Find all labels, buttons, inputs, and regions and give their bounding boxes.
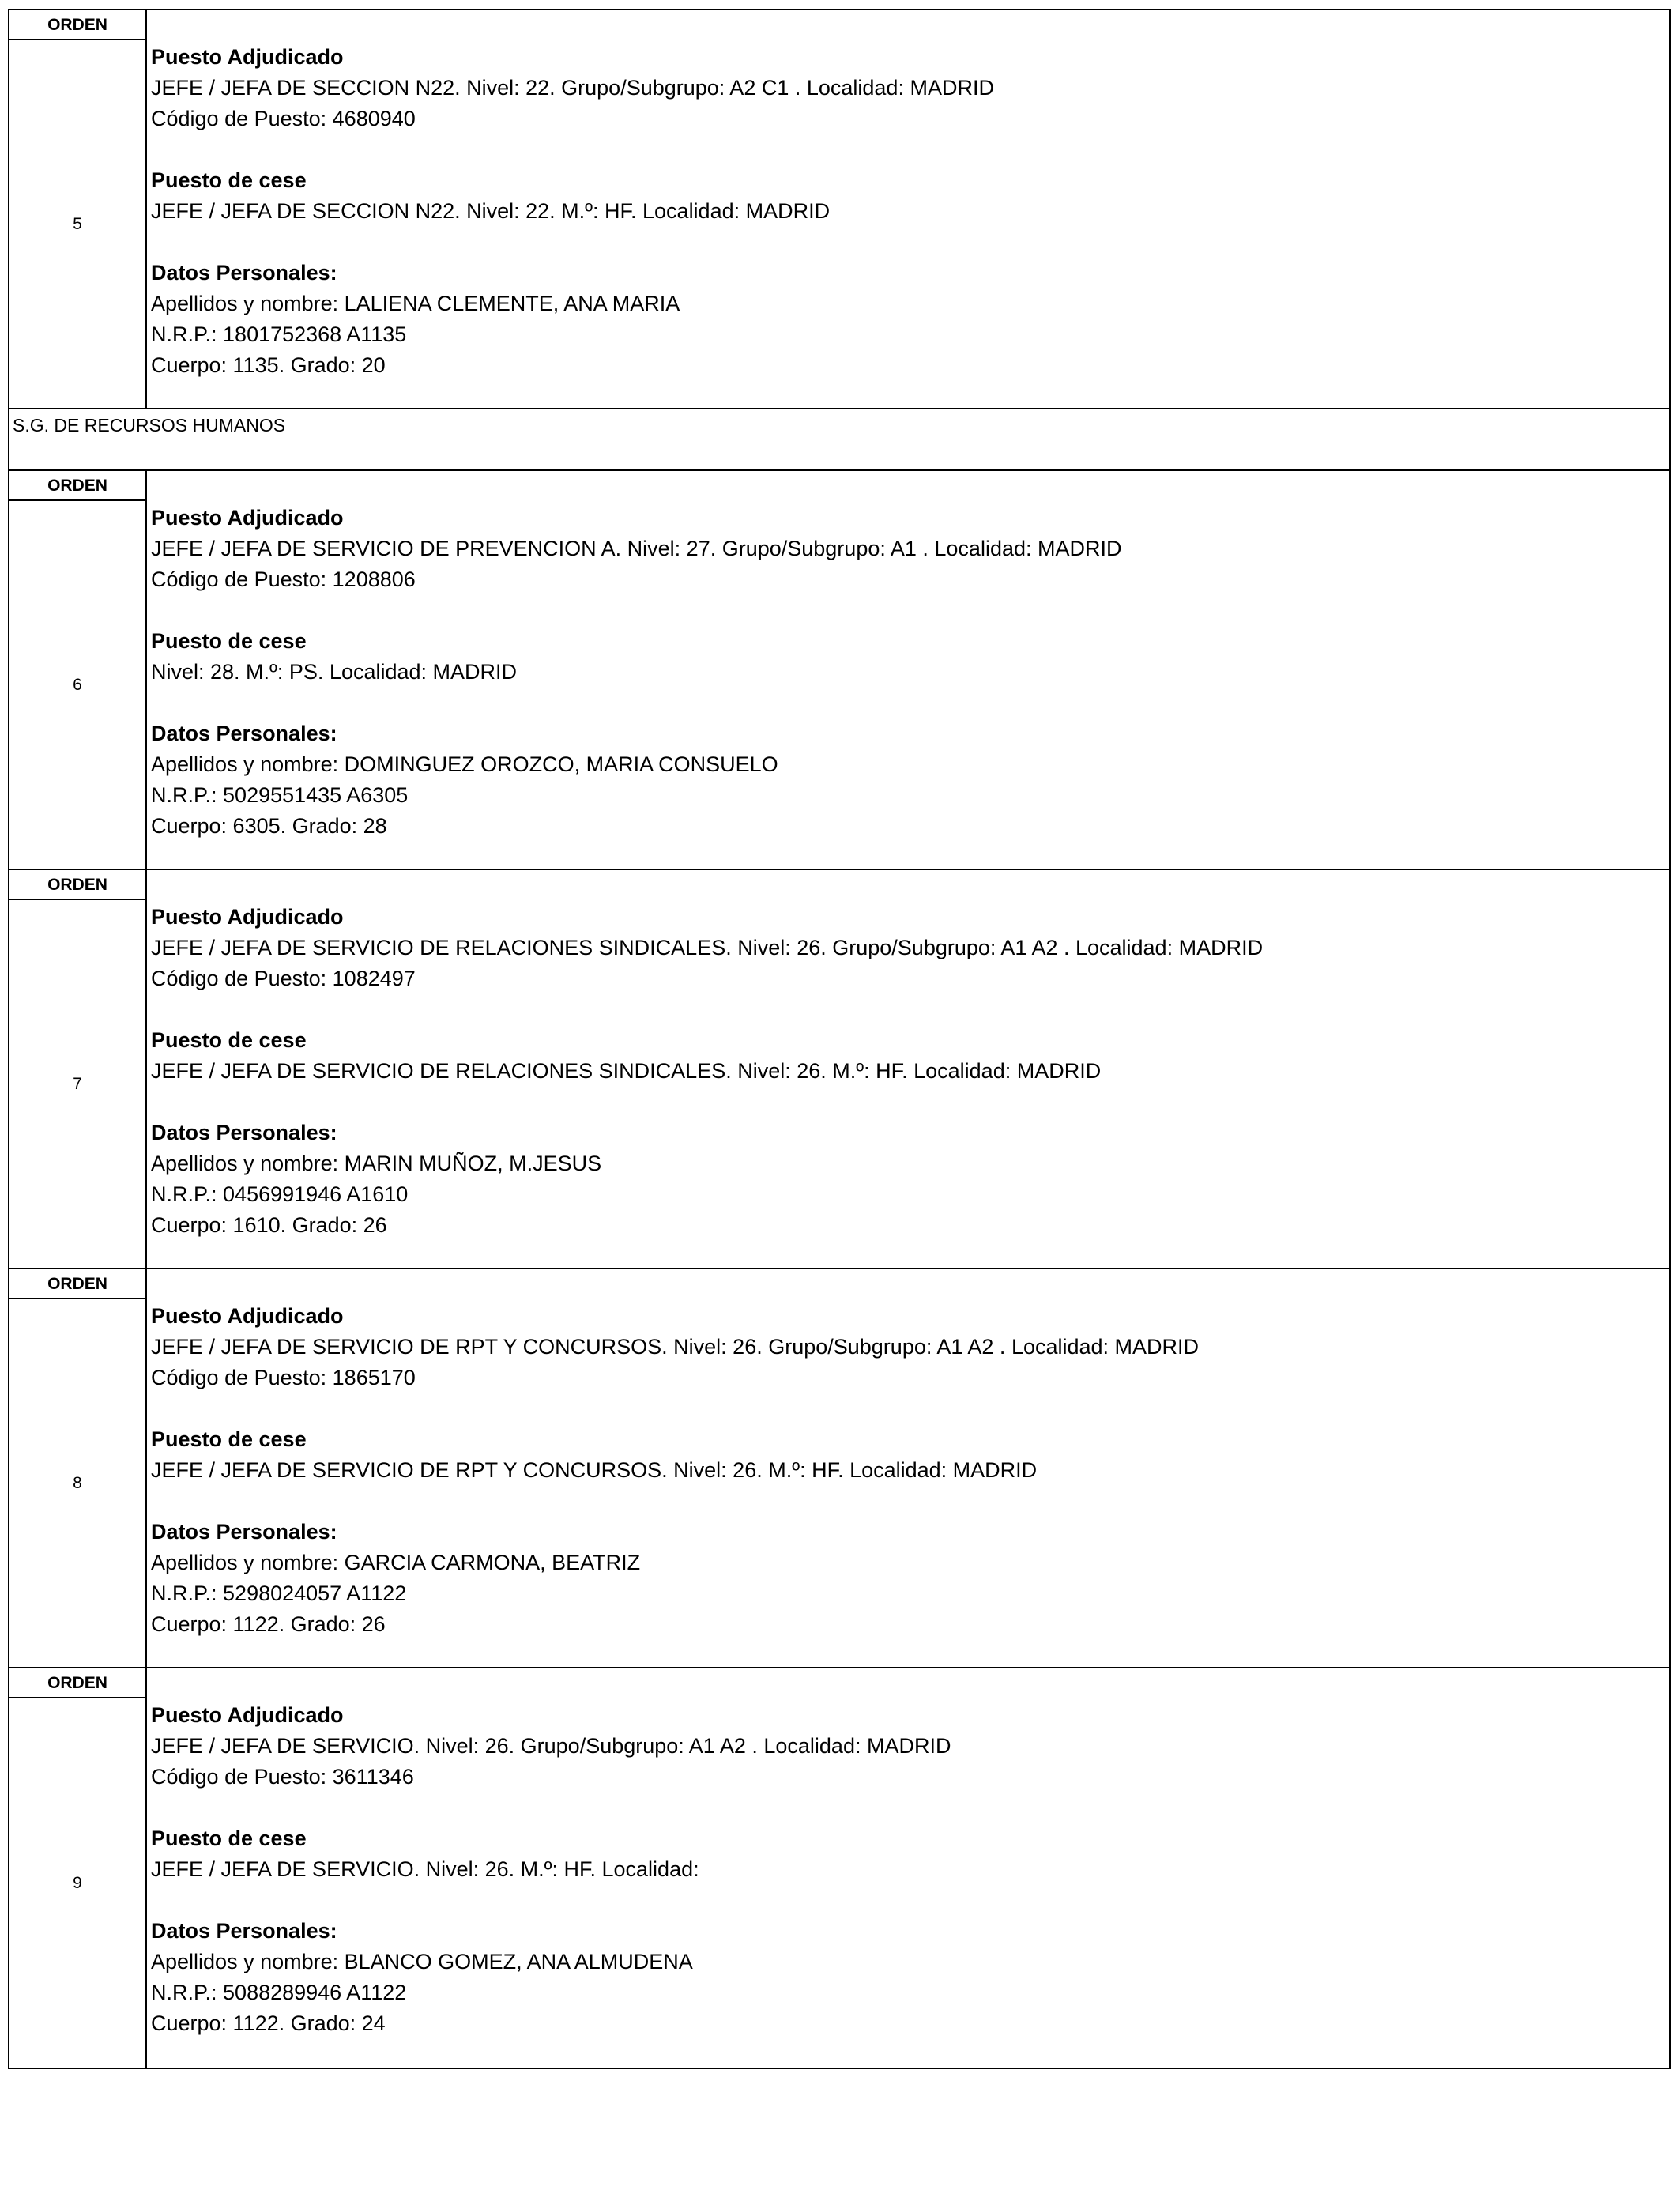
entry-details [151, 1301, 1653, 1640]
spacer [151, 994, 1653, 1025]
orden-column [9, 1668, 147, 2068]
orden-label: ORDEN [9, 471, 145, 501]
orden-column [9, 471, 147, 869]
spacer [151, 1393, 1653, 1424]
assignment-table [8, 9, 1671, 2069]
entry-row [9, 870, 1669, 1269]
spacer [151, 1486, 1653, 1517]
adjudicado-line: JEFE / JEFA DE SERVICIO. Nivel: 26. Grupo/Subgrupo: A1 A2 . Localidad: MADRID [151, 1734, 951, 1758]
cese-heading: Puesto de cese [151, 1826, 307, 1850]
entry-details [151, 1700, 1653, 2039]
entry-row [9, 471, 1669, 870]
orden-label: ORDEN [9, 1668, 145, 1698]
spacer [151, 688, 1653, 718]
codigo-puesto: Código de Puesto: 3611346 [151, 1765, 414, 1789]
nombre-line: Apellidos y nombre: BLANCO GOMEZ, ANA ALMUDENA [151, 1950, 693, 1973]
personales-heading: Datos Personales: [151, 1919, 337, 1943]
spacer [151, 1087, 1653, 1118]
nrp-line: N.R.P.: 5029551435 A6305 [151, 783, 409, 807]
cese-heading: Puesto de cese [151, 168, 307, 192]
codigo-puesto: Código de Puesto: 4680940 [151, 107, 416, 130]
orden-label: ORDEN [9, 870, 145, 900]
cese-heading: Puesto de cese [151, 1427, 307, 1451]
orden-number: 6 [73, 675, 82, 694]
orden-column [9, 10, 147, 408]
entry-row [9, 1269, 1669, 1668]
spacer [151, 1793, 1653, 1823]
nombre-line: Apellidos y nombre: GARCIA CARMONA, BEATRIZ [151, 1551, 641, 1574]
spacer [151, 134, 1653, 165]
nrp-line: N.R.P.: 5088289946 A1122 [151, 1981, 407, 2004]
cuerpo-line: Cuerpo: 1135. Grado: 20 [151, 353, 386, 377]
orden-number: 8 [73, 1473, 82, 1492]
cese-line: JEFE / JEFA DE SERVICIO DE RPT Y CONCURSOS. Nivel: 26. M.º: HF. Localidad: MADRID [151, 1458, 1038, 1482]
spacer [151, 595, 1653, 626]
entry-details [151, 503, 1653, 842]
adjudicado-heading: Puesto Adjudicado [151, 1703, 344, 1727]
entry-details [151, 902, 1653, 1241]
adjudicado-line: JEFE / JEFA DE SECCION N22. Nivel: 22. Grupo/Subgrupo: A2 C1 . Localidad: MADRID [151, 76, 994, 100]
cuerpo-line: Cuerpo: 1610. Grado: 26 [151, 1213, 387, 1237]
spacer [151, 1885, 1653, 1916]
nrp-line: N.R.P.: 1801752368 A1135 [151, 322, 407, 346]
cuerpo-line: Cuerpo: 1122. Grado: 26 [151, 1612, 386, 1636]
cuerpo-line: Cuerpo: 1122. Grado: 24 [151, 2011, 386, 2035]
cese-line: JEFE / JEFA DE SERVICIO DE RELACIONES SINDICALES. Nivel: 26. M.º: HF. Localidad: MADRID [151, 1059, 1102, 1083]
orden-column [9, 870, 147, 1268]
codigo-puesto: Código de Puesto: 1208806 [151, 567, 416, 591]
adjudicado-heading: Puesto Adjudicado [151, 506, 344, 530]
adjudicado-heading: Puesto Adjudicado [151, 905, 344, 929]
spacer [151, 227, 1653, 258]
nrp-line: N.R.P.: 5298024057 A1122 [151, 1581, 407, 1605]
orden-number: 9 [73, 1873, 82, 1892]
personales-heading: Datos Personales: [151, 1121, 337, 1144]
section-header: S.G. DE RECURSOS HUMANOS [9, 409, 1669, 471]
entry-row [9, 10, 1669, 409]
nrp-line: N.R.P.: 0456991946 A1610 [151, 1182, 409, 1206]
cese-line: JEFE / JEFA DE SECCION N22. Nivel: 22. M.º: HF. Localidad: MADRID [151, 199, 831, 223]
orden-number: 7 [73, 1074, 82, 1093]
codigo-puesto: Código de Puesto: 1082497 [151, 967, 416, 990]
nombre-line: Apellidos y nombre: MARIN MUÑOZ, M.JESUS [151, 1152, 602, 1175]
personales-heading: Datos Personales: [151, 1520, 337, 1544]
entry-details [151, 42, 1653, 381]
cuerpo-line: Cuerpo: 6305. Grado: 28 [151, 814, 387, 838]
codigo-puesto: Código de Puesto: 1865170 [151, 1366, 416, 1389]
adjudicado-line: JEFE / JEFA DE SERVICIO DE RPT Y CONCURSOS. Nivel: 26. Grupo/Subgrupo: A1 A2 . Localidad: MADRID [151, 1335, 1200, 1359]
adjudicado-heading: Puesto Adjudicado [151, 1304, 344, 1328]
adjudicado-heading: Puesto Adjudicado [151, 45, 344, 69]
personales-heading: Datos Personales: [151, 722, 337, 745]
cese-line: Nivel: 28. M.º: PS. Localidad: MADRID [151, 660, 518, 684]
adjudicado-line: JEFE / JEFA DE SERVICIO DE RELACIONES SINDICALES. Nivel: 26. Grupo/Subgrupo: A1 A2 . Localidad: MADRID [151, 936, 1264, 959]
orden-number: 5 [73, 214, 82, 233]
entry-row [9, 1668, 1669, 2068]
nombre-line: Apellidos y nombre: LALIENA CLEMENTE, ANA MARIA [151, 292, 680, 315]
orden-column [9, 1269, 147, 1667]
nombre-line: Apellidos y nombre: DOMINGUEZ OROZCO, MARIA CONSUELO [151, 752, 778, 776]
orden-label: ORDEN [9, 10, 145, 40]
adjudicado-line: JEFE / JEFA DE SERVICIO DE PREVENCION A. Nivel: 27. Grupo/Subgrupo: A1 . Localidad: MADRID [151, 537, 1122, 560]
personales-heading: Datos Personales: [151, 261, 337, 285]
cese-heading: Puesto de cese [151, 1028, 307, 1052]
cese-line: JEFE / JEFA DE SERVICIO. Nivel: 26. M.º: HF. Localidad: [151, 1857, 699, 1881]
orden-label: ORDEN [9, 1269, 145, 1299]
cese-heading: Puesto de cese [151, 629, 307, 653]
